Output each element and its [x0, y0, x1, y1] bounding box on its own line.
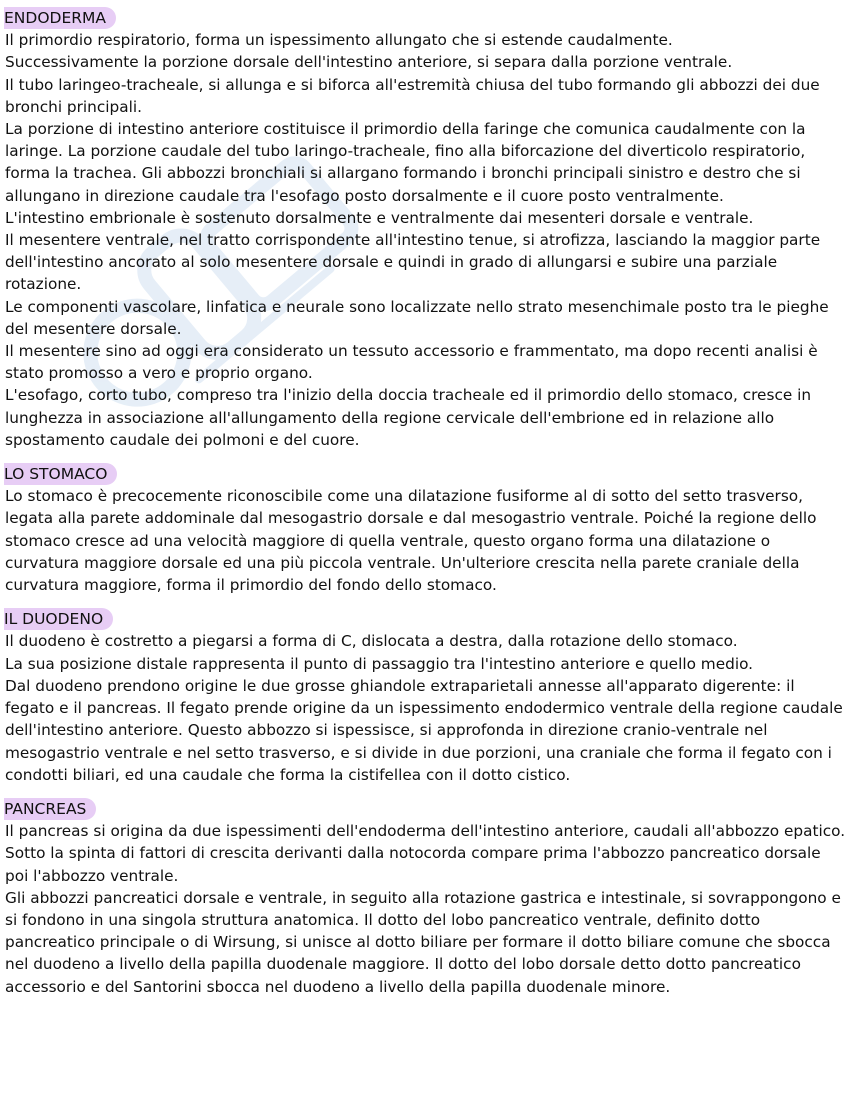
paragraph: L'esofago, corto tubo, compreso tra l'inizio della doccia tracheale ed il primordio dello stomaco, cresce in lunghezza in associazione all'allungamento della regione cervicale dell'embrione ed in relazione allo spostamento caudale dei polmoni e del cuore. — [5, 386, 812, 449]
paragraph: La sua posizione distale rappresenta il punto di passaggio tra l'intestino anteriore e quello medio. — [5, 654, 754, 673]
section-heading: PANCREAS — [4, 798, 96, 820]
paragraph: La porzione di intestino anteriore costituisce il primordio della faringe che comunica caudalmente con la laringe. La porzione caudale del tubo laringo-tracheale, fino alla biforcazione del diverticolo respiratorio, forma la trachea. Gli abbozzi bronchiali si allargano formando i bronchi principali sinistro e destro che si allungano in direzione caudale tra l'esofago posto dorsalmente e il cuore posto ventralmente. — [5, 120, 806, 205]
section-heading: LO STOMACO — [4, 463, 117, 485]
paragraph: Il pancreas si origina da due ispessimenti dell'endoderma dell'intestino anteriore, caudali all'abbozzo epatico. Sotto la spinta di fattori di crescita derivanti dalla notocorda compare prima l'abbozzo pancreatico dorsale poi l'abbozzo ventrale. — [5, 822, 846, 885]
paragraph: Gli abbozzi pancreatici dorsale e ventrale, in seguito alla rotazione gastrica e intestinale, si sovrappongono e si fondono in una singola struttura anatomica. Il dotto del lobo pancreatico ventrale, definito dotto pancreatico principale o di Wirsung, si unisce al dotto biliare per formare il dotto biliare comune che sbocca nel duodeno a livello della papilla duodenale maggiore. Il dotto del lobo dorsale detto dotto pancreatico accessorio e del Santorini sbocca nel duodeno a livello della papilla duodenale minore. — [5, 888, 841, 996]
section-pancreas — [5, 798, 847, 998]
document-body — [5, 7, 847, 1010]
section-heading: IL DUODENO — [4, 608, 113, 630]
paragraph: L'intestino embrionale è sostenuto dorsalmente e ventralmente dai mesenteri dorsale e ventrale. — [5, 208, 754, 227]
paragraph: Il mesentere sino ad oggi era considerato un tessuto accessorio e frammentato, ma dopo recenti analisi è stato promosso a vero e proprio organo. — [5, 342, 818, 383]
paragraph: Dal duodeno prendono origine le due grosse ghiandole extraparietali annesse all'apparato digerente: il fegato e il pancreas. Il fegato prende origine da un ispessimento endodermico ventrale della regione caudale dell'intestino anteriore. Questo abbozzo si ispessisce, si approfonda in direzione cranio-ventrale nel mesogastrio ventrale e nel setto trasverso, e si divide in due porzioni, una craniale che forma il fegato con i condotti biliari, ed una caudale che forma la cistifellea con il dotto cistico. — [5, 676, 843, 784]
paragraph: Lo stomaco è precocemente riconoscibile come una dilatazione fusiforme al di sotto del setto trasverso, legata alla parete addominale dal mesogastrio dorsale e dal mesogastrio ventrale. Poiché la regione dello stomaco cresce ad una velocità maggiore di quella ventrale, questo organo forma una dilatazione o curvatura maggiore dorsale ed una più piccola ventrale. Un'ulteriore crescita nella parete craniale della curvatura maggiore, forma il primordio del fondo dello stomaco. — [5, 487, 817, 595]
section-stomaco — [5, 463, 847, 596]
section-duodeno — [5, 608, 847, 786]
section-endoderma — [5, 7, 847, 451]
paragraph: Il duodeno è costretto a piegarsi a forma di C, dislocata a destra, dalla rotazione dello stomaco. — [5, 632, 738, 651]
section-heading: ENDODERMA — [4, 7, 116, 29]
paragraph: Il tubo laringeo-tracheale, si allunga e si biforca all'estremità chiusa del tubo formando gli abbozzi dei due bronchi principali. — [5, 75, 820, 116]
paragraph: Le componenti vascolare, linfatica e neurale sono localizzate nello strato mesenchimale posto tra le pieghe del mesentere dorsale. — [5, 297, 829, 338]
paragraph: Successivamente la porzione dorsale dell'intestino anteriore, si separa dalla porzione ventrale. — [5, 53, 733, 72]
paragraph: Il primordio respiratorio, forma un ispessimento allungato che si estende caudalmente. — [5, 31, 673, 50]
paragraph: Il mesentere ventrale, nel tratto corrispondente all'intestino tenue, si atrofizza, lasciando la maggior parte dell'intestino ancorato al solo mesentere dorsale e quindi in grado di allungarsi e subire una parziale rotazione. — [5, 231, 821, 294]
